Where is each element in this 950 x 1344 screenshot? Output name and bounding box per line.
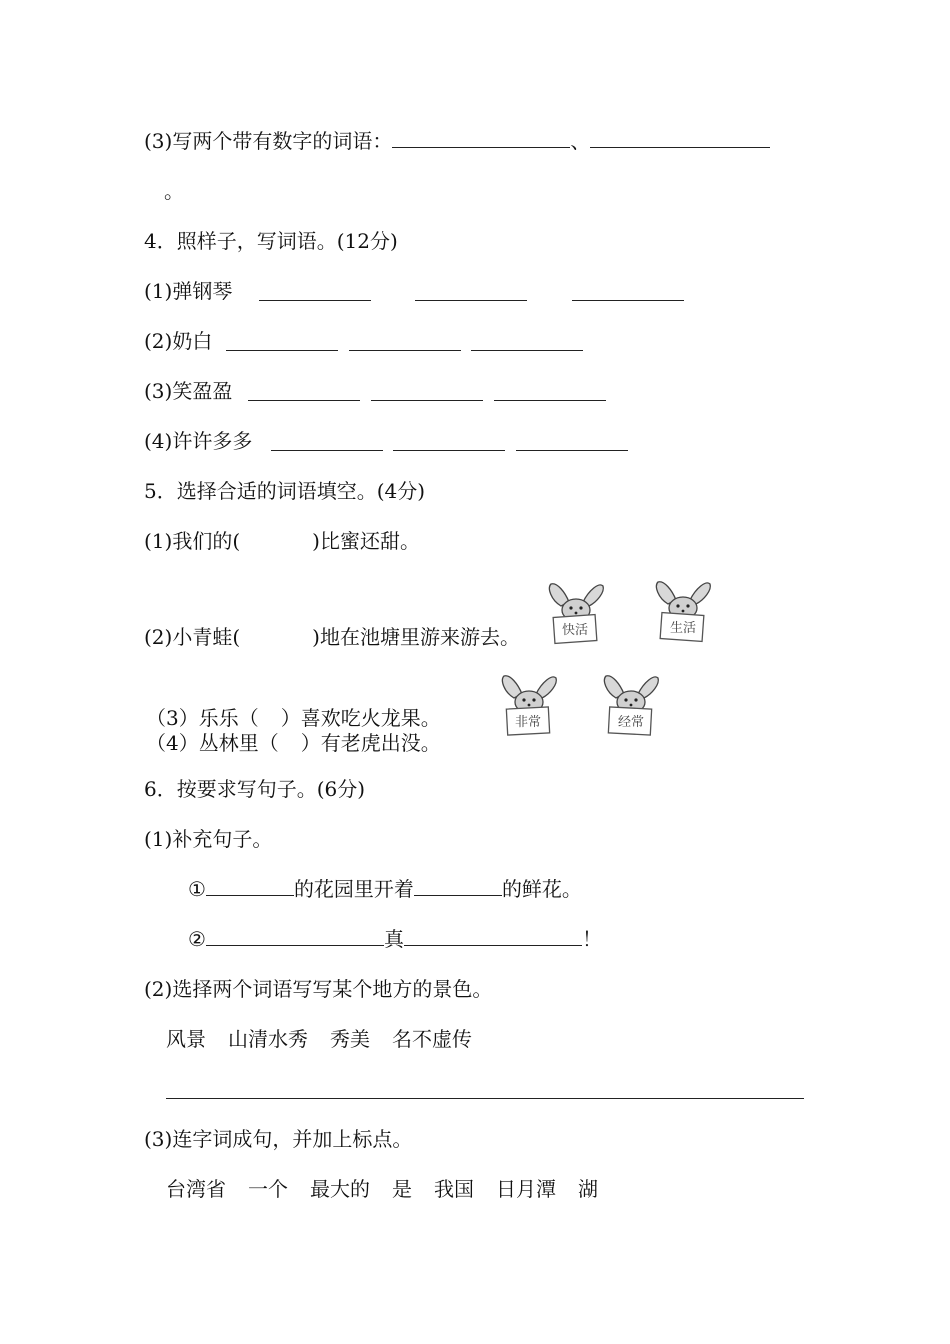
q6-s1-blank-2[interactable] (414, 877, 502, 896)
q6-s1-num: ① (188, 877, 206, 901)
q6-s1-blank-1[interactable] (206, 877, 294, 896)
q5-item-1 (144, 528, 420, 554)
q4-item-1-blank-3[interactable] (572, 282, 684, 301)
q3-answer-blank-1[interactable] (392, 129, 570, 148)
q5-title-text: 5．选择合适的词语填空。(4分) (144, 479, 426, 503)
q6-part3-words (166, 1176, 620, 1202)
word-option: 名不虚传 (392, 1027, 472, 1051)
q6-title-text: 6．按要求写句子。(6分) (144, 777, 366, 801)
q4-item-4-blank-2[interactable] (393, 432, 505, 451)
q6-part2-title: (2)选择两个词语写写某个地方的景色。 (144, 977, 493, 1001)
q4-item-4 (144, 428, 252, 454)
q4-item-1 (144, 278, 232, 304)
q5-item-3-before: （3）乐乐（ (146, 706, 259, 730)
rabbit-icon (545, 580, 607, 646)
q3-item3-prefix: (3)写两个带有数字的词语： (144, 129, 393, 153)
q3-answer-blank-2[interactable] (590, 129, 770, 148)
q4-item-2-blank-1[interactable] (226, 332, 338, 351)
q5-item-2 (144, 624, 520, 650)
q5-item-4 (146, 731, 441, 755)
q4-item-2-blank-2[interactable] (349, 332, 461, 351)
word-option: 山清水秀 (228, 1027, 308, 1051)
q4-item-1-blank-2[interactable] (415, 282, 527, 301)
q3-separator: 、 (570, 129, 591, 153)
word-card-jingchang-label: 经常 (617, 715, 645, 730)
word-card-jingchang (600, 672, 662, 738)
q3-item3-line (144, 128, 770, 154)
q3-item3-end: 。 (164, 179, 184, 203)
q4-item-4-blank-3[interactable] (516, 432, 628, 451)
q6-title (144, 776, 365, 802)
q4-item-3-blank-2[interactable] (371, 382, 483, 401)
q6-s2-end: ！ (581, 927, 602, 951)
q5-item-1-before: (1)我们的( (144, 529, 241, 553)
q4-item-3-label: (3)笑盈盈 (144, 379, 233, 403)
word-option: 风景 (166, 1027, 206, 1051)
rabbit-icon (498, 672, 560, 738)
q6-part1-sentence-2 (188, 926, 602, 952)
q4-item-1-blank-1[interactable] (259, 282, 371, 301)
word-option: 台湾省 (166, 1177, 226, 1201)
q6-part1-sentence-1 (188, 876, 582, 902)
q6-s2-blank-1[interactable] (206, 927, 384, 946)
q6-part1-title: (1)补充句子。 (144, 827, 273, 851)
q6-s1-end: 的鲜花。 (501, 877, 582, 901)
q5-item-4-after: ）有老虎出没。 (300, 731, 441, 755)
q4-item-4-label: (4)许许多多 (144, 429, 253, 453)
q4-item-2 (144, 328, 212, 354)
word-option: 最大的 (310, 1177, 370, 1201)
q6-part2-answer-line[interactable] (166, 1098, 804, 1099)
q4-item-4-blank-1[interactable] (271, 432, 383, 451)
q5-item-3 (146, 706, 441, 730)
q6-s2-blank-2[interactable] (404, 927, 582, 946)
q4-item-3-blank-3[interactable] (494, 382, 606, 401)
q6-s2-num: ② (188, 927, 206, 951)
word-option: 秀美 (330, 1027, 370, 1051)
q4-item-3-blank-1[interactable] (248, 382, 360, 401)
q5-item-3-after: ）喜欢吃火龙果。 (280, 706, 441, 730)
q4-item-2-blank-3[interactable] (471, 332, 583, 351)
q4-item-2-label: (2)奶白 (144, 329, 213, 353)
word-card-kuaihuo (545, 580, 607, 646)
rabbit-icon (600, 672, 662, 738)
word-card-shenghuo (652, 578, 714, 644)
q4-item-1-label: (1)弹钢琴 (144, 279, 233, 303)
q5-item-2-after: )地在池塘里游来游去。 (312, 625, 520, 649)
q4-title (144, 228, 398, 254)
q5-item-4-before: （4）丛林里（ (146, 731, 279, 755)
q4-item-3 (144, 378, 232, 404)
q4-title-text: 4．照样子，写词语。(12分) (144, 229, 398, 253)
q6-s2-mid: 真 (383, 927, 404, 951)
word-card-feichang-label: 非常 (514, 715, 542, 730)
q6-part3-title: (3)连字词成句，并加上标点。 (144, 1127, 413, 1151)
word-option: 一个 (248, 1177, 288, 1201)
word-option: 日月潭 (496, 1177, 556, 1201)
word-card-kuaihuo-label: 快活 (561, 623, 589, 638)
q5-item-1-after: )比蜜还甜。 (312, 529, 420, 553)
q5-item-2-before: (2)小青蛙( (144, 625, 241, 649)
word-option: 是 (392, 1177, 412, 1201)
q6-part2-words (166, 1026, 494, 1052)
word-option: 我国 (434, 1177, 474, 1201)
rabbit-icon (652, 578, 714, 644)
word-card-shenghuo-label: 生活 (669, 621, 697, 636)
q5-title (144, 478, 425, 504)
word-card-feichang (498, 672, 560, 738)
q6-s1-mid: 的花园里开着 (293, 877, 414, 901)
word-option: 湖 (578, 1177, 598, 1201)
